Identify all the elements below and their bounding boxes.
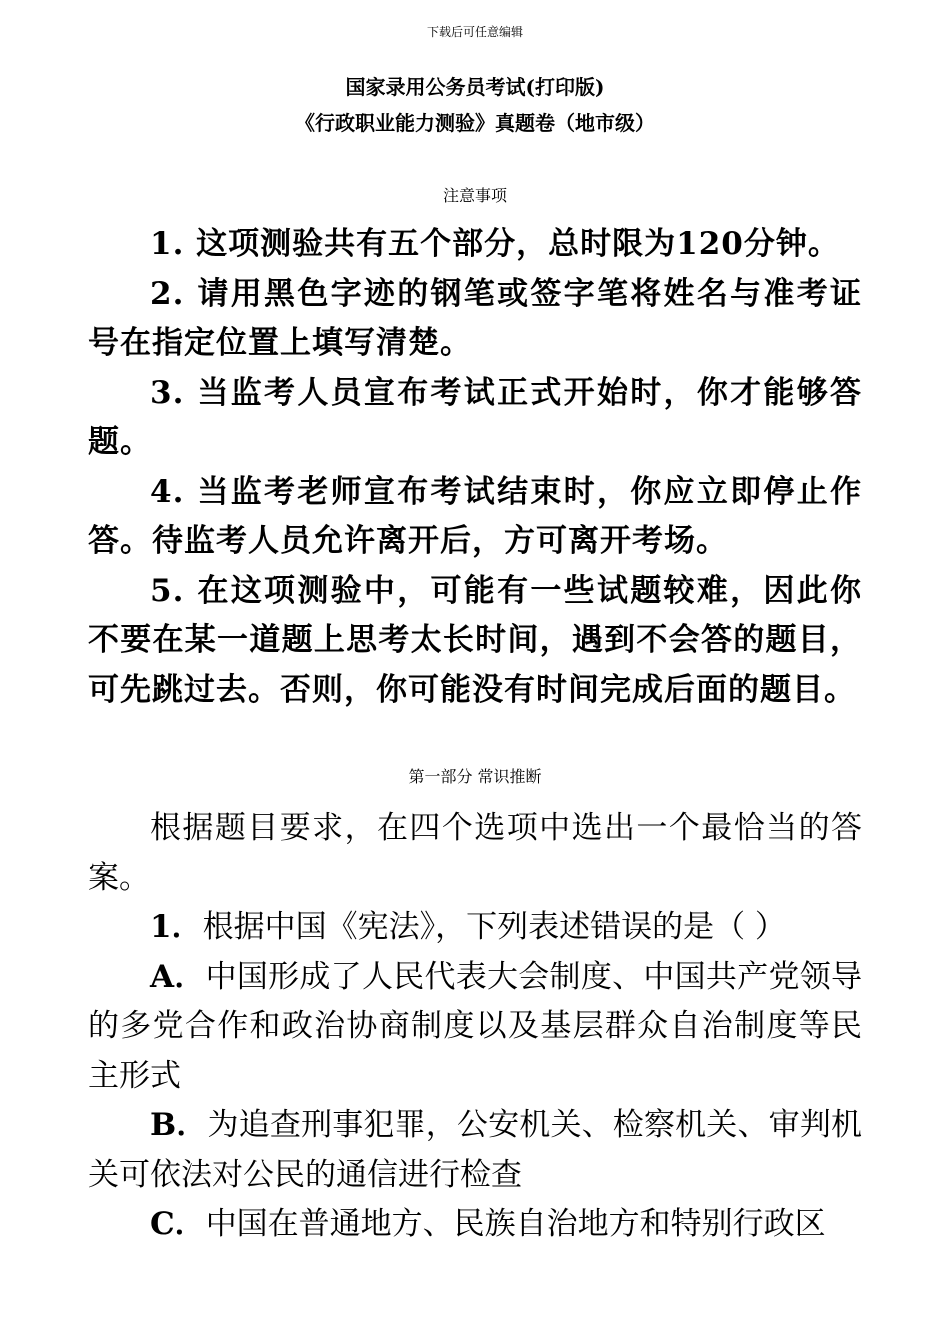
notice-heading: 注意事项 — [442, 186, 507, 205]
notice-list — [88, 220, 862, 715]
document-subtitle: 《行政职业能力测验》真题卷（地市级） — [295, 111, 655, 135]
option-text: 中国形成了人民代表大会制度、中国共产党领导的多党合作和政治协商制度以及基层群众自治制度等民主形式 — [88, 958, 862, 1094]
option-label: A． — [150, 958, 206, 995]
option-a — [88, 953, 862, 1102]
option-label: B． — [150, 1107, 208, 1143]
option-b — [88, 1101, 862, 1200]
notice-item: 1. 这项测验共有五个部分，总时限为120分钟。 — [150, 226, 840, 262]
notice-item: 5. 在这项测验中，可能有一些试题较难，因此你不要在某一道题上思考太长时间，遇到不会答的题目，可先跳过去。否则，你可能没有时间完成后面的题目。 — [88, 572, 862, 708]
notice-item: 3. 当监考人员宣布考试正式开始时，你才能够答题。 — [88, 374, 862, 460]
notice-item: 4. 当监考老师宣布考试结束时，你应立即停止作答。待监考人员允许离开后，方可离开考场。 — [88, 473, 862, 559]
instruction-text: 根据题目要求，在四个选项中选出一个最恰当的答案。 — [88, 810, 862, 896]
question-block — [88, 804, 862, 1250]
option-c — [88, 1200, 862, 1250]
header-note: 下载后可任意编辑 — [426, 25, 523, 39]
option-text: 中国在普通地方、民族自治地方和特别行政区 — [205, 1206, 826, 1242]
document-title: 国家录用公务员考试(打印版) — [345, 75, 605, 99]
question-number: 1． — [150, 909, 203, 945]
option-label: C． — [150, 1206, 206, 1242]
question-text: 根据中国《宪法》，下列表述错误的是（ ） — [202, 909, 786, 945]
option-text: 为追查刑事犯罪，公安机关、检察机关、审判机关可依法对公民的通信进行检查 — [88, 1107, 862, 1193]
part-heading: 第一部分 常识推断 — [408, 767, 542, 786]
notice-item: 2. 请用黑色字迹的钢笔或签字笔将姓名与准考证号在指定位置上填写清楚。 — [88, 275, 862, 361]
question-stem — [88, 903, 862, 953]
